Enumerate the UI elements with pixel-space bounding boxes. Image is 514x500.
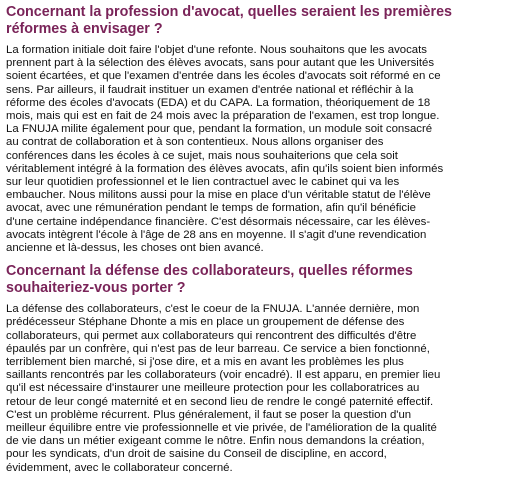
answer-line: sens. Par ailleurs, il faudrait instituer un examen d'entrée national et réfléchir à la <box>6 83 414 96</box>
answer-line: La FNUJA milite également pour que, pendant la formation, un module soit consacré <box>6 123 433 136</box>
interview-section-collaborateurs <box>6 263 504 475</box>
answer-line: prédécesseur Stéphane Dhonte a mis en place un groupement de défense des <box>6 316 405 329</box>
answer-line: au contrat de collaboration et à son contentieux. Nous allons organiser des <box>6 136 384 149</box>
answer-line: La formation initiale doit faire l'objet d'une refonte. Nous souhaitons que les avocats <box>6 44 427 56</box>
answer-line: qu'il est nécessaire d'instaurer une meilleure protection pour les collaboratrices au <box>6 382 420 395</box>
answer-line: embaucher. Nous militons aussi pour la mise en place d'un véritable statut de l'élève <box>6 189 431 202</box>
answer-line: avocats intègrent l'école à l'âge de 28 ans en moyenne. Il s'agit d'une revendication <box>6 228 427 241</box>
answer-line: C'est un problème récurrent. Plus généralement, il faut se poser la question d'un <box>6 408 412 421</box>
answer-line: La défense des collaborateurs, c'est le coeur de la FNUJA. L'année dernière, mon <box>6 303 420 316</box>
answer-line: conférences dans les écoles à ce sujet, mais nous souhaiterions que cela soit <box>6 149 398 162</box>
answer-line: de vie dans un métier exigeant comme le nôtre. Enfin nous demandons la création, <box>6 435 425 448</box>
answer-paragraph <box>6 303 504 475</box>
answer-line: mois, mais qui est en fait de 24 mois avec la préparation de l'examen, est trop longue. <box>6 110 440 123</box>
question-heading: Concernant la profession d'avocat, quelles seraient les premières réformes à envisager ? <box>6 4 452 37</box>
answer-line: véritablement intégré à la formation des élèves avocats, afin qu'ils soient bien informés <box>6 162 444 175</box>
answer-line: évidemment, avec le collaborateur concerné. <box>6 461 233 474</box>
answer-line: prennent part à la sélection des élèves avocats, sans pour autant que les Universités <box>6 57 435 70</box>
answer-line: avocat, avec une rémunération pendant le temps de formation, afin qu'il bénéficie <box>6 202 416 215</box>
answer-line: collaborateurs, qui permet aux collaborateurs qui rencontrent des difficultés d'être <box>6 329 417 342</box>
answer-line: réforme des écoles d'avocats (EDA) et du CAPA. La formation, théoriquement de 18 <box>6 96 431 109</box>
interview-section-formation <box>6 4 504 255</box>
answer-line: épaulés par un confrère, qui n'est pas de leur barreau. Ce service a bien fonctionné, <box>6 342 430 355</box>
answer-line: d'une certaine indépendance financière. C'est désormais nécessaire, car les élèves- <box>6 215 431 228</box>
answer-line: meilleur équilibre entre vie professionnelle et vie privée, de l'amélioration de la qualité <box>6 422 437 435</box>
answer-line: ancienne et là-dessus, les choses ont bien avancé. <box>6 242 264 255</box>
answer-line: sur leur quotidien professionnel et le lien contractuel avec le cabinet qui va les <box>6 176 400 189</box>
answer-line: soient écartées, et que l'examen d'entrée dans les écoles d'avocats soit réformé en ce <box>6 70 441 83</box>
answer-line: saillants rencontrés par les collaborateurs (voir encadré). Il est apparu, en premier lieu <box>6 369 441 382</box>
answer-paragraph <box>6 44 504 255</box>
answer-line: retour de leur congé maternité et en second lieu de rendre le congé paternité effectif. <box>6 395 434 408</box>
answer-line: terriblement bien marché, si j'ose dire, et a mis en avant les problèmes les plus <box>6 356 404 369</box>
answer-line: pour les syndicats, d'un droit de saisine du Conseil de discipline, en accord, <box>6 448 387 461</box>
question-heading: Concernant la défense des collaborateurs, quelles réformes souhaiteriez-vous porter ? <box>6 263 413 297</box>
